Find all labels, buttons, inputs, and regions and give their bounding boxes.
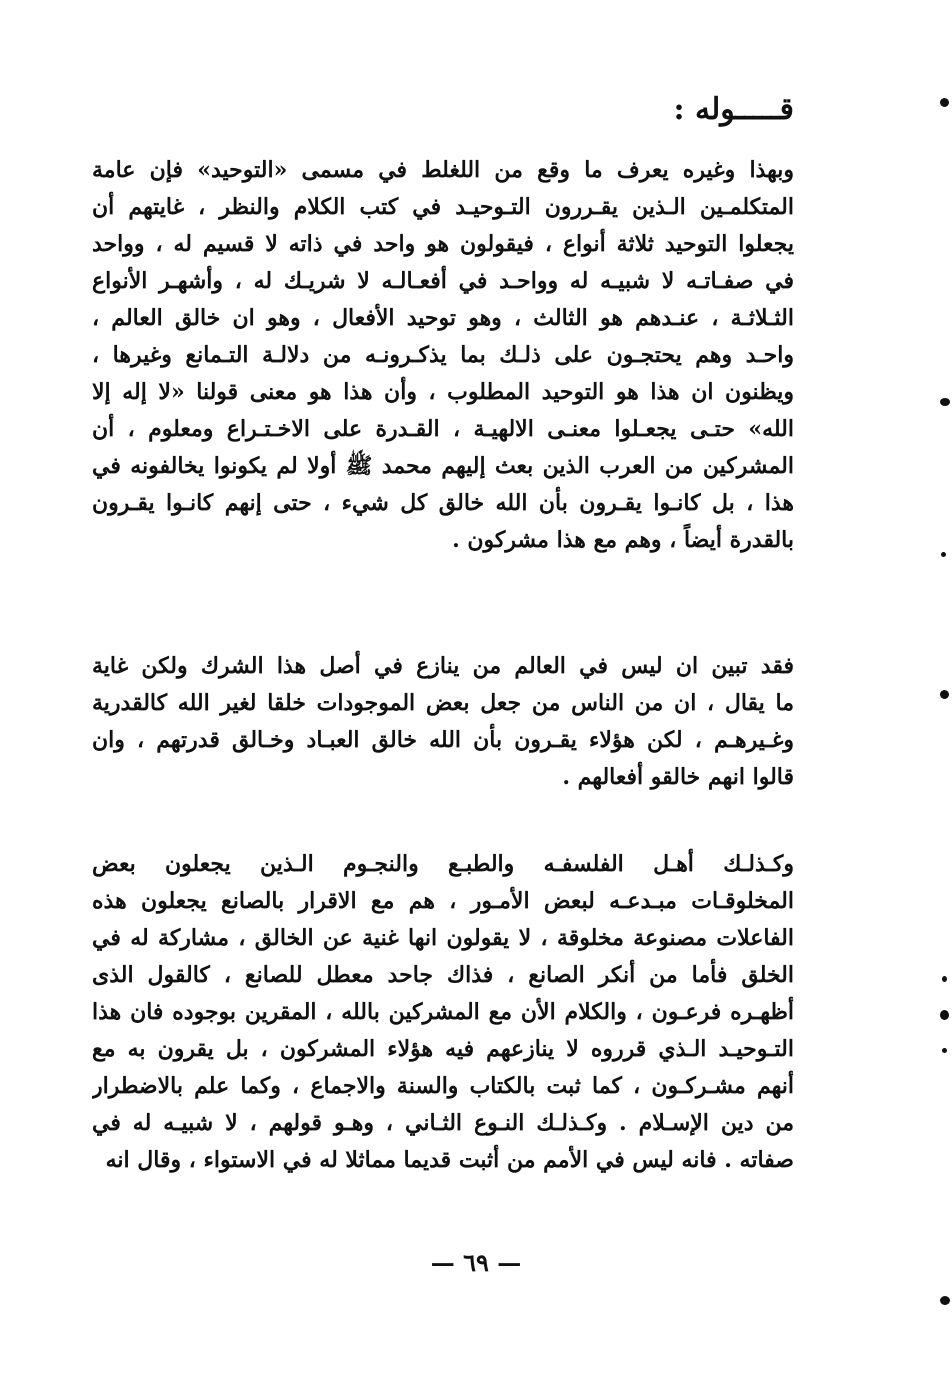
margin-speck (942, 1048, 947, 1053)
text-line: الخلق فأما من أنكر الصانع ، فذاك جاحد معطل للصانع ، كالقول الذى (92, 962, 794, 988)
text-line: في صفـاتـه لا شبيـه له وواحـد في أفعـالـه لا شريـك له ، وأشهـر الأنواع (92, 268, 794, 294)
text-line: وبهذا وغيره يعرف ما وقع من اللغلط في مسمى «التوحيد» فإن عامة (92, 157, 794, 183)
text-line: ما يقال ، ان من الناس من جعل بعض الموجودات خلقا لغير الله كالقدرية (92, 690, 794, 716)
text-line: ويظنون ان هذا هو التوحيد المطلوب ، وأن هذا هو معنى قولنا «لا إله إلا (92, 379, 794, 405)
paragraph-1 (92, 152, 794, 559)
text-line: هذا ، بل كانـوا يقـرون بأن الله خالق كل شيء ، حتى إنهم كانـوا يقـرون (92, 490, 794, 516)
text-line: وغـيرهـم ، لكن هؤلاء يقـرون بأن الله خالق العبـاد وخـالق قدرتهم ، وان (92, 727, 794, 753)
page-number: — ٦٩ — (430, 1248, 522, 1277)
text-line: الله» حتـى يجعـلوا معنـى الالهيـة ، القـدرة على الاخـتـراع ومعلوم ، أن (92, 416, 794, 442)
page-body (92, 80, 794, 1310)
text-line: وكـذلـك أهـل الفلسفـه والطبـع والنجـوم الـذين يجعلون بعض (92, 851, 794, 877)
text-line: المخلوقـات مبـدعـه لبعض الأمـور ، هم مع الاقرار بالصانع يجعلون هذه (92, 888, 794, 914)
text-line: أنهم مشـركـون ، كما ثبت بالكتاب والسنة والاجماع ، وكما علم بالاضطرار (92, 1073, 794, 1099)
text-line: التـوحيـد الـذي قرروه لا ينازعهم فيه هؤلاء المشركون ، بل يقرون به مع (92, 1036, 794, 1062)
text-line: المتكلمـين الـذين يقـررون التـوحيـد في كتب الكلام والنظر ، غايتهم أن (92, 194, 794, 220)
text-line: أظهـره فرعـون ، والكلام الأن مع المشركين بالله ، المقرين بوجوده فان هذا (92, 999, 794, 1025)
margin-speck (940, 398, 950, 406)
margin-speck (940, 1010, 949, 1020)
margin-speck (940, 1296, 950, 1305)
paragraph-3 (92, 846, 794, 1179)
section-heading: قـــــوله : (673, 92, 794, 127)
text-line: يجعلوا التوحيد ثلاثة أنواع ، فيقولون هو واحد في ذاته لا قسيم له ، وواحد (92, 231, 794, 257)
text-line: من دين الإسـلام . وكـذلـك النـوع الثـاني ، وهـو قولهم ، لا شبيـه له في (92, 1110, 794, 1136)
text-line: المشركين من العرب الذين بعث إليهم محمد ﷺ أولا لم يكونوا يخالفونه في (92, 453, 794, 479)
text-line: صفاته . فانه ليس في الأمم من أثبت قديما مماثلا له في الاستواء ، وقال انه (105, 1147, 794, 1173)
margin-speck (940, 690, 949, 699)
text-line: قالوا انهم خالقو أفعالهم . (562, 764, 794, 790)
text-line: الثـلاثـة ، عنـدهم هو الثالث ، وهو توحيد الأفعال ، وهو ان خالق العالم ، (92, 305, 794, 331)
margin-speck (942, 976, 947, 982)
paragraph-2 (92, 648, 794, 796)
text-line: واحـد وهم يحتجـون على ذلـك بما يذكـرونـه من دلالـة التـمانع وغيرها ، (92, 342, 794, 368)
margin-speck (940, 98, 949, 107)
margin-speck (941, 552, 946, 557)
text-line: فقد تبين ان ليس في العالم من ينازع في أصل هذا الشرك ولكن غاية (92, 653, 794, 679)
text-line: بالقدرة أيضاً ، وهم مع هذا مشركون . (452, 527, 794, 553)
text-line: الفاعلات مصنوعة مخلوقة ، لا يقولون انها غنية عن الخالق ، مشاركة له في (92, 925, 794, 951)
